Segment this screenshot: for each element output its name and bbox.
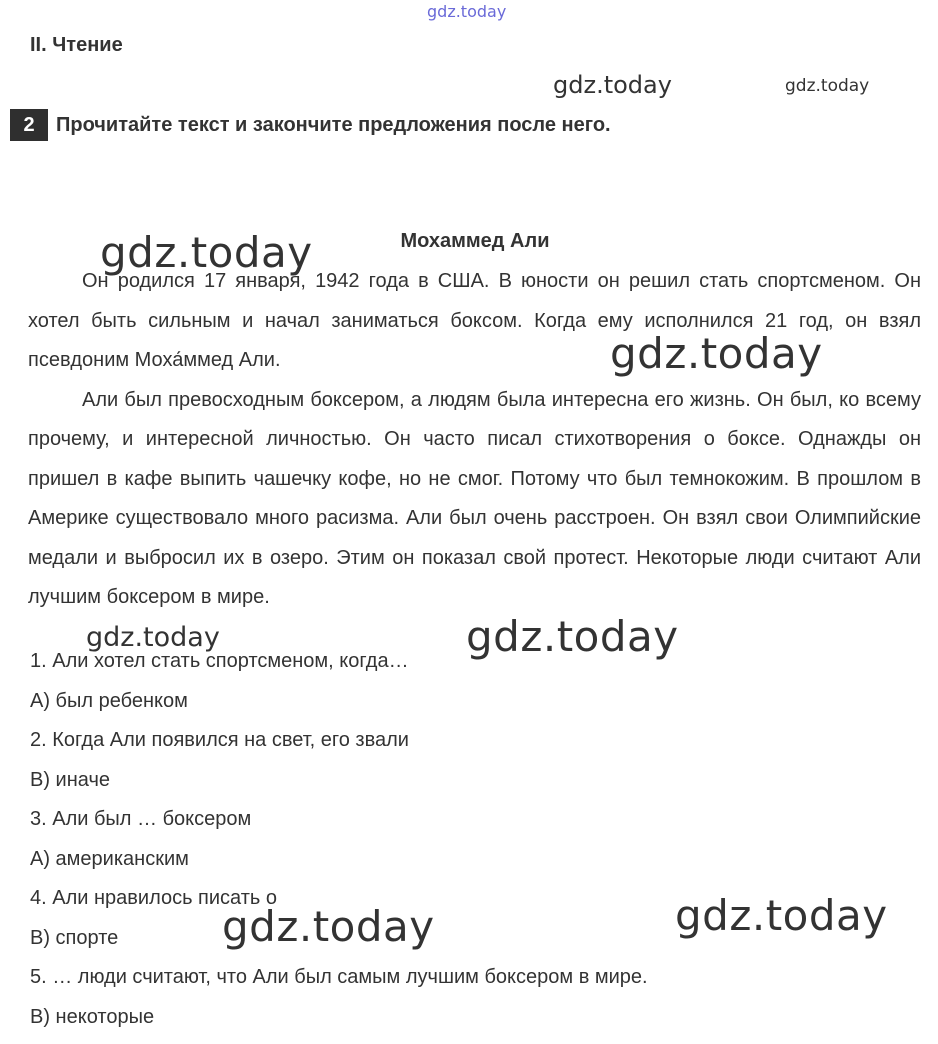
text-title: Мохаммед Али [400,230,550,252]
watermark: gdz.today [675,891,888,940]
task-instruction: Прочитайте текст и закончите предложения после него. [56,113,611,136]
answer-line: B) иначе [30,768,110,791]
questions-list [30,642,910,1037]
watermark: gdz.today [86,622,220,653]
question-line: 3. Али был … боксером [30,808,252,830]
section-title: II. Чтение [30,34,123,56]
answer-line: A) американским [30,847,189,870]
answer-line: B) спорте [30,926,119,949]
paragraph: Он родился 17 января, 1942 года в США. В юности он решил стать спортсменом. Он хотел быть сильным и начал заниматься боксом. Когда ему исполнился 21 год, он взял псевдоним Моха́ммед Али. [28,270,921,371]
reading-text [28,262,921,618]
question-line: 2. Когда Али появился на свет, его звали [30,729,409,751]
task-header [10,109,611,141]
question-line: 4. Али нравилось писать о [30,887,278,909]
watermark: gdz.today [553,71,672,99]
watermark: gdz.today [466,612,679,661]
paragraph: Али был превосходным боксером, а людям была интересна его жизнь. Он был, ко всему прочему, и интересной личностью. Он часто писал стихотворения о боксе. Однажды он пришел в кафе выпить чашечку кофе, но не смог. Потому что был темнокожим. В прошлом в Америке существовало много расизма. Али был очень расстроен. Он взял свои Олимпийские медали и выбросил их в озеро. Этим он показал свой протест. Некоторые люди считают Али лучшим боксером в мире. [28,388,921,608]
answer-line: A) был ребенком [30,689,188,712]
watermark: gdz.today [785,76,870,96]
task-number-badge: 2 [10,109,48,141]
watermark: gdz.today [610,329,823,378]
watermark: gdz.today [100,228,313,277]
question-line: 5. … люди считают, что Али был самым лучшим боксером в мире. [30,966,648,988]
answer-line: B) некоторые [30,1005,155,1028]
watermark: gdz.today [222,902,435,951]
question-line: 1. Али хотел стать спортсменом, когда… [30,650,409,672]
watermark-top: gdz.today [427,2,507,21]
